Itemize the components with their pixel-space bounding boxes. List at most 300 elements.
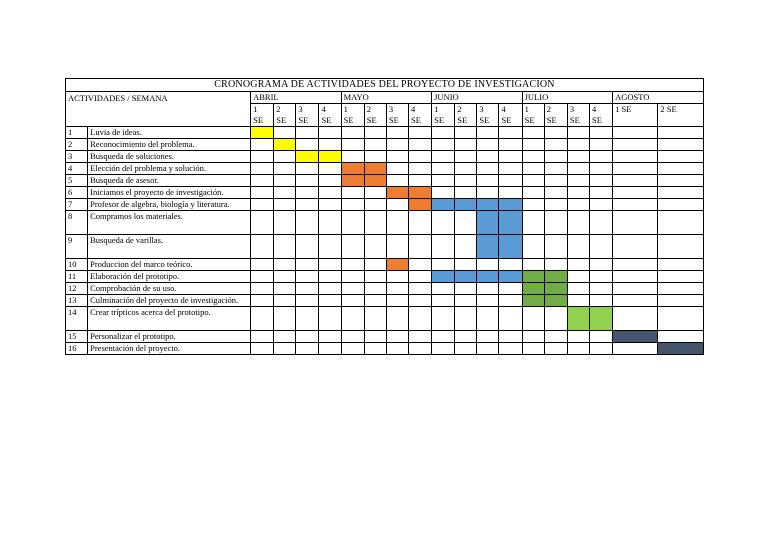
schedule-empty-cell [408,211,431,235]
schedule-empty-cell [613,235,658,259]
schedule-bar-cell [455,199,477,211]
schedule-empty-cell [274,175,296,187]
schedule-empty-cell [432,235,455,259]
schedule-empty-cell [589,235,612,259]
schedule-empty-cell [613,175,658,187]
week-header: 2 SE [364,104,386,127]
schedule-bar-cell [364,163,386,175]
schedule-empty-cell [544,163,567,175]
schedule-empty-cell [455,211,477,235]
schedule-empty-cell [251,199,274,211]
schedule-empty-cell [341,259,364,271]
schedule-empty-cell [386,295,408,307]
schedule-empty-cell [341,307,364,331]
schedule-empty-cell [296,163,319,175]
schedule-empty-cell [319,259,341,271]
schedule-empty-cell [386,139,408,151]
schedule-empty-cell [658,235,704,259]
schedule-empty-cell [386,307,408,331]
schedule-empty-cell [251,139,274,151]
schedule-empty-cell [658,259,704,271]
schedule-empty-cell [319,307,341,331]
schedule-empty-cell [432,343,455,355]
schedule-empty-cell [477,175,499,187]
activity-number: 12 [66,283,88,295]
schedule-empty-cell [319,139,341,151]
schedule-empty-cell [567,235,589,259]
schedule-empty-cell [274,235,296,259]
schedule-empty-cell [364,271,386,283]
schedule-empty-cell [274,199,296,211]
schedule-empty-cell [544,175,567,187]
schedule-bar-cell [477,211,499,235]
schedule-empty-cell [432,295,455,307]
schedule-empty-cell [499,163,522,175]
schedule-empty-cell [544,307,567,331]
schedule-empty-cell [658,283,704,295]
schedule-empty-cell [341,271,364,283]
schedule-empty-cell [455,283,477,295]
schedule-empty-cell [477,343,499,355]
schedule-empty-cell [408,343,431,355]
schedule-bar-cell [274,139,296,151]
schedule-empty-cell [251,187,274,199]
schedule-bar-cell [499,235,522,259]
activity-row [66,235,704,259]
schedule-empty-cell [589,331,612,343]
schedule-bar-cell [408,187,431,199]
schedule-empty-cell [522,331,544,343]
schedule-empty-cell [432,163,455,175]
schedule-empty-cell [274,343,296,355]
schedule-empty-cell [658,271,704,283]
activity-number: 14 [66,307,88,331]
month-header-agosto: AGOSTO [613,92,704,104]
schedule-empty-cell [432,331,455,343]
schedule-empty-cell [364,283,386,295]
schedule-bar-cell [613,331,658,343]
schedule-empty-cell [274,151,296,163]
activity-number: 10 [66,259,88,271]
week-header: 1 SE [613,104,658,127]
schedule-empty-cell [319,175,341,187]
schedule-empty-cell [567,211,589,235]
schedule-empty-cell [296,343,319,355]
schedule-empty-cell [522,259,544,271]
schedule-empty-cell [319,343,341,355]
activity-number: 3 [66,151,88,163]
schedule-bar-cell [408,199,431,211]
schedule-empty-cell [589,151,612,163]
schedule-bar-cell [589,307,612,331]
activity-row [66,199,704,211]
schedule-empty-cell [408,331,431,343]
month-header-row [66,92,704,104]
schedule-empty-cell [658,163,704,175]
schedule-empty-cell [658,307,704,331]
schedule-empty-cell [296,139,319,151]
activity-number: 1 [66,127,88,139]
schedule-empty-cell [296,259,319,271]
week-header: 2 SE [544,104,567,127]
schedule-empty-cell [613,163,658,175]
schedule-empty-cell [251,259,274,271]
schedule-empty-cell [613,187,658,199]
activity-number: 16 [66,343,88,355]
activity-row [66,331,704,343]
schedule-bar-cell [567,307,589,331]
schedule-empty-cell [567,259,589,271]
schedule-empty-cell [408,127,431,139]
schedule-empty-cell [499,307,522,331]
week-header: 2 SE [274,104,296,127]
schedule-empty-cell [613,151,658,163]
schedule-empty-cell [296,199,319,211]
schedule-empty-cell [522,139,544,151]
schedule-empty-cell [455,139,477,151]
schedule-bar-cell [432,271,455,283]
schedule-empty-cell [567,331,589,343]
schedule-empty-cell [499,175,522,187]
schedule-empty-cell [341,211,364,235]
schedule-empty-cell [567,175,589,187]
schedule-empty-cell [408,139,431,151]
schedule-empty-cell [522,199,544,211]
schedule-empty-cell [613,271,658,283]
schedule-empty-cell [251,163,274,175]
schedule-empty-cell [589,343,612,355]
schedule-empty-cell [613,127,658,139]
month-header-abril: ABRIL [251,92,342,104]
schedule-empty-cell [432,283,455,295]
schedule-empty-cell [251,175,274,187]
schedule-empty-cell [477,307,499,331]
schedule-empty-cell [386,331,408,343]
activity-row [66,211,704,235]
schedule-empty-cell [589,163,612,175]
schedule-empty-cell [296,211,319,235]
activity-row [66,343,704,355]
schedule-bar-cell [544,271,567,283]
title-row [66,79,704,92]
schedule-bar-cell [522,271,544,283]
schedule-empty-cell [274,271,296,283]
schedule-empty-cell [251,151,274,163]
activity-name: Culminación del proyecto de investigación. [88,295,251,307]
schedule-empty-cell [544,199,567,211]
schedule-empty-cell [544,331,567,343]
schedule-empty-cell [341,295,364,307]
schedule-empty-cell [364,343,386,355]
schedule-empty-cell [658,331,704,343]
schedule-empty-cell [589,187,612,199]
schedule-empty-cell [499,139,522,151]
schedule-empty-cell [499,151,522,163]
schedule-empty-cell [408,175,431,187]
schedule-empty-cell [386,211,408,235]
schedule-empty-cell [658,127,704,139]
schedule-bar-cell [455,271,477,283]
schedule-empty-cell [455,187,477,199]
schedule-bar-cell [499,211,522,235]
schedule-empty-cell [613,343,658,355]
schedule-bar-cell [499,271,522,283]
activity-name: Elección del problema y solución. [88,163,251,175]
activity-name: Crear trípticos acerca del prototipo. [88,307,251,331]
activity-name: Busqueda de soluciones. [88,151,251,163]
schedule-empty-cell [296,331,319,343]
schedule-empty-cell [522,151,544,163]
week-header: 4 SE [408,104,431,127]
schedule-bar-cell [522,295,544,307]
schedule-empty-cell [296,235,319,259]
month-header-julio: JULIO [522,92,613,104]
activity-row [66,295,704,307]
schedule-empty-cell [408,163,431,175]
schedule-empty-cell [386,151,408,163]
week-header: 1 SE [251,104,274,127]
schedule-empty-cell [364,295,386,307]
week-header: 1 SE [432,104,455,127]
schedule-empty-cell [455,259,477,271]
schedule-empty-cell [341,127,364,139]
schedule-empty-cell [386,283,408,295]
schedule-empty-cell [386,343,408,355]
schedule-empty-cell [319,271,341,283]
week-header: 1 SE [341,104,364,127]
schedule-empty-cell [613,259,658,271]
schedule-empty-cell [408,307,431,331]
schedule-empty-cell [296,187,319,199]
activity-name: Busqueda de varillas. [88,235,251,259]
schedule-empty-cell [432,139,455,151]
schedule-empty-cell [341,151,364,163]
schedule-empty-cell [386,175,408,187]
schedule-empty-cell [477,259,499,271]
schedule-empty-cell [567,187,589,199]
schedule-empty-cell [251,295,274,307]
schedule-empty-cell [613,295,658,307]
schedule-empty-cell [274,259,296,271]
activity-name: Comprobación de su uso. [88,283,251,295]
schedule-bar-cell [432,199,455,211]
schedule-empty-cell [296,295,319,307]
schedule-empty-cell [522,127,544,139]
schedule-empty-cell [296,271,319,283]
schedule-empty-cell [408,271,431,283]
schedule-empty-cell [544,343,567,355]
activity-number: 4 [66,163,88,175]
activity-name: Busqueda de asesor. [88,175,251,187]
schedule-empty-cell [589,295,612,307]
schedule-empty-cell [296,283,319,295]
schedule-empty-cell [455,127,477,139]
week-header: 2 SE [658,104,704,127]
schedule-empty-cell [386,271,408,283]
schedule-empty-cell [364,307,386,331]
schedule-empty-cell [455,151,477,163]
schedule-empty-cell [567,127,589,139]
schedule-empty-cell [613,307,658,331]
schedule-empty-cell [589,175,612,187]
schedule-empty-cell [477,163,499,175]
schedule-empty-cell [364,199,386,211]
week-header: 1 SE [522,104,544,127]
month-header-junio: JUNIO [432,92,523,104]
schedule-empty-cell [613,211,658,235]
week-header: 4 SE [319,104,341,127]
schedule-empty-cell [432,259,455,271]
week-header: 3 SE [567,104,589,127]
schedule-empty-cell [499,331,522,343]
schedule-empty-cell [567,199,589,211]
schedule-empty-cell [522,343,544,355]
week-header: 3 SE [386,104,408,127]
schedule-empty-cell [432,211,455,235]
schedule-bar-cell [477,199,499,211]
schedule-empty-cell [477,331,499,343]
schedule-empty-cell [319,127,341,139]
schedule-bar-cell [341,163,364,175]
activity-name: Iniciamos el proyecto de investigación. [88,187,251,199]
activity-row [66,307,704,331]
schedule-empty-cell [455,175,477,187]
activity-name: Reconocimiento del problema. [88,139,251,151]
schedule-title: CRONOGRAMA DE ACTIVIDADES DEL PROYECTO DE INVESTIGACION [66,79,704,92]
schedule-empty-cell [386,199,408,211]
schedule-empty-cell [499,187,522,199]
schedule-empty-cell [658,199,704,211]
schedule-empty-cell [408,151,431,163]
activity-row [66,175,704,187]
schedule-bar-cell [364,175,386,187]
schedule-bar-cell [251,127,274,139]
schedule-empty-cell [341,283,364,295]
schedule-empty-cell [589,139,612,151]
schedule-empty-cell [364,127,386,139]
schedule-empty-cell [319,235,341,259]
schedule-empty-cell [432,187,455,199]
schedule-empty-cell [319,199,341,211]
schedule-empty-cell [296,175,319,187]
activity-row [66,283,704,295]
schedule-empty-cell [341,331,364,343]
schedule-empty-cell [567,151,589,163]
schedule-empty-cell [364,211,386,235]
schedule-empty-cell [477,139,499,151]
schedule-empty-cell [658,295,704,307]
schedule-empty-cell [658,175,704,187]
schedule-empty-cell [274,163,296,175]
schedule-empty-cell [589,211,612,235]
schedule-empty-cell [544,139,567,151]
schedule-empty-cell [567,343,589,355]
schedule-bar-cell [319,151,341,163]
week-header: 4 SE [589,104,612,127]
schedule-empty-cell [589,127,612,139]
schedule-empty-cell [477,295,499,307]
schedule-empty-cell [251,331,274,343]
activity-number: 5 [66,175,88,187]
schedule-bar-cell [477,235,499,259]
schedule-empty-cell [499,259,522,271]
schedule-empty-cell [499,295,522,307]
schedule-empty-cell [567,271,589,283]
schedule-empty-cell [589,271,612,283]
activity-name: Luvia de ideas. [88,127,251,139]
schedule-empty-cell [499,127,522,139]
schedule-empty-cell [567,295,589,307]
activity-row [66,127,704,139]
schedule-empty-cell [319,187,341,199]
month-header-mayo: MAYO [341,92,432,104]
schedule-empty-cell [522,187,544,199]
schedule-empty-cell [251,283,274,295]
schedule-empty-cell [613,283,658,295]
schedule-empty-cell [341,343,364,355]
activity-row [66,271,704,283]
schedule-empty-cell [522,163,544,175]
schedule-bar-cell [544,283,567,295]
schedule-empty-cell [567,139,589,151]
schedule-empty-cell [544,187,567,199]
schedule-bar-cell [499,199,522,211]
schedule-empty-cell [499,343,522,355]
schedule-empty-cell [274,307,296,331]
schedule-empty-cell [319,295,341,307]
schedule-empty-cell [658,211,704,235]
activity-number: 11 [66,271,88,283]
schedule-empty-cell [274,187,296,199]
schedule-empty-cell [341,139,364,151]
activities-week-header: ACTIVIDADES / SEMANA [66,92,251,127]
schedule-empty-cell [544,211,567,235]
schedule-empty-cell [544,235,567,259]
week-header: 4 SE [499,104,522,127]
schedule-empty-cell [658,151,704,163]
schedule-empty-cell [274,283,296,295]
schedule-empty-cell [544,127,567,139]
schedule-bar-cell [296,151,319,163]
activity-number: 13 [66,295,88,307]
activity-row [66,187,704,199]
schedule-empty-cell [386,235,408,259]
schedule-empty-cell [364,151,386,163]
schedule-empty-cell [251,307,274,331]
activity-number: 6 [66,187,88,199]
schedule-empty-cell [364,259,386,271]
schedule-empty-cell [658,187,704,199]
activity-name: Presentación del proyecto. [88,343,251,355]
schedule-bar-cell [386,187,408,199]
schedule-bar-cell [477,271,499,283]
activity-schedule-table [65,78,704,355]
schedule-bar-cell [544,295,567,307]
schedule-empty-cell [364,139,386,151]
schedule-empty-cell [589,283,612,295]
schedule-empty-cell [386,163,408,175]
schedule-empty-cell [251,343,274,355]
schedule-empty-cell [477,187,499,199]
schedule-bar-cell [522,283,544,295]
schedule-empty-cell [499,283,522,295]
activity-name: Elaboración del prototipo. [88,271,251,283]
activity-number: 2 [66,139,88,151]
schedule-empty-cell [522,175,544,187]
week-header: 3 SE [296,104,319,127]
schedule-empty-cell [408,235,431,259]
schedule-bar-cell [341,175,364,187]
